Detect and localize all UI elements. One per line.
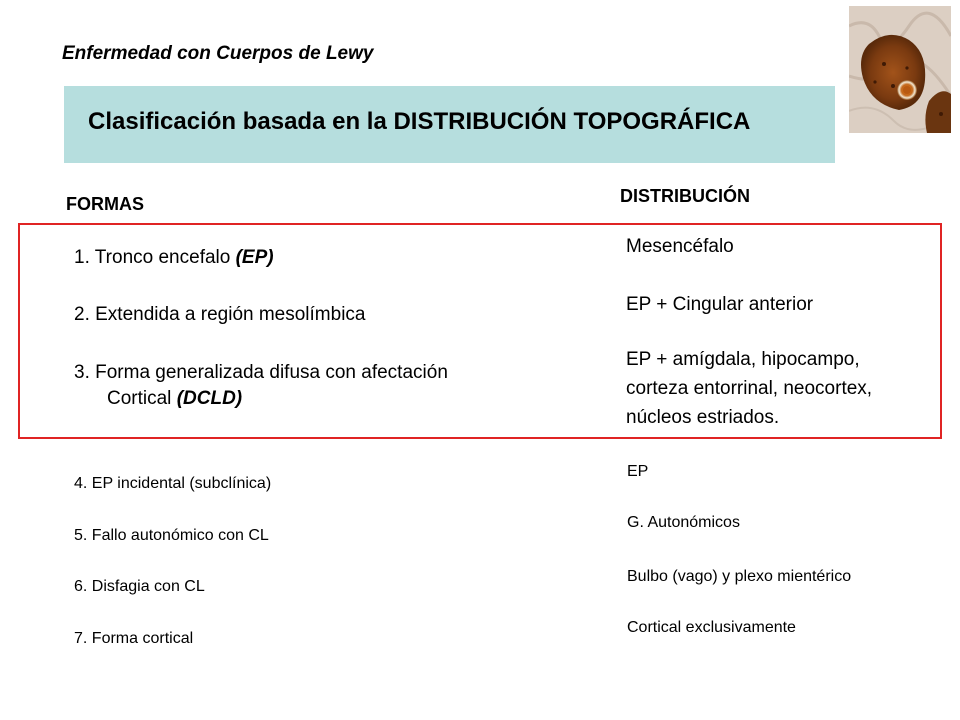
form-item-1 [74, 245, 274, 270]
form-item-7: 7. Forma cortical [74, 630, 194, 647]
distribution-item-6: Bulbo (vago) y plexo mientérico [627, 568, 852, 585]
form-item-3-line-1: 3. Forma generalizada difusa con afectación [74, 362, 448, 383]
form-item-1-text: 1. Tronco encefalo [74, 247, 236, 268]
form-item-4: 4. EP incidental (subclínica) [74, 475, 272, 492]
title-banner [64, 86, 835, 163]
distribution-item-3-line-2: corteza entorrinal, neocortex, [626, 378, 873, 399]
distribution-item-3-line-3: núcleos estriados. [626, 407, 780, 428]
form-item-6: 6. Disfagia con CL [74, 578, 205, 595]
forms-column-heading: FORMAS [66, 194, 144, 214]
distribution-item-7: Cortical exclusivamente [627, 619, 796, 636]
form-item-3-line-2 [107, 386, 242, 411]
distribution-item-2: EP + Cingular anterior [626, 294, 814, 315]
form-item-2: 2. Extendida a región mesolímbica [74, 304, 366, 325]
form-item-5: 5. Fallo autonómico con CL [74, 527, 269, 544]
slide-subtitle: Enfermedad con Cuerpos de Lewy [62, 43, 374, 64]
form-item-3-text: Cortical [107, 388, 177, 409]
slide-title: Clasificación basada en la DISTRIBUCIÓN TOPOGRÁFICA [88, 108, 751, 135]
distribution-item-3-line-1: EP + amígdala, hipocampo, [626, 349, 860, 370]
distribution-item-5: G. Autonómicos [627, 514, 740, 531]
form-item-3-abbrev: (DCLD) [176, 388, 243, 409]
distribution-item-4: EP [627, 463, 649, 480]
form-item-1-abbrev: (EP) [235, 247, 274, 268]
distribution-item-1: Mesencéfalo [626, 236, 734, 257]
distribution-column-heading: DISTRIBUCIÓN [620, 186, 750, 206]
lewy-body-histology-icon [849, 6, 951, 133]
